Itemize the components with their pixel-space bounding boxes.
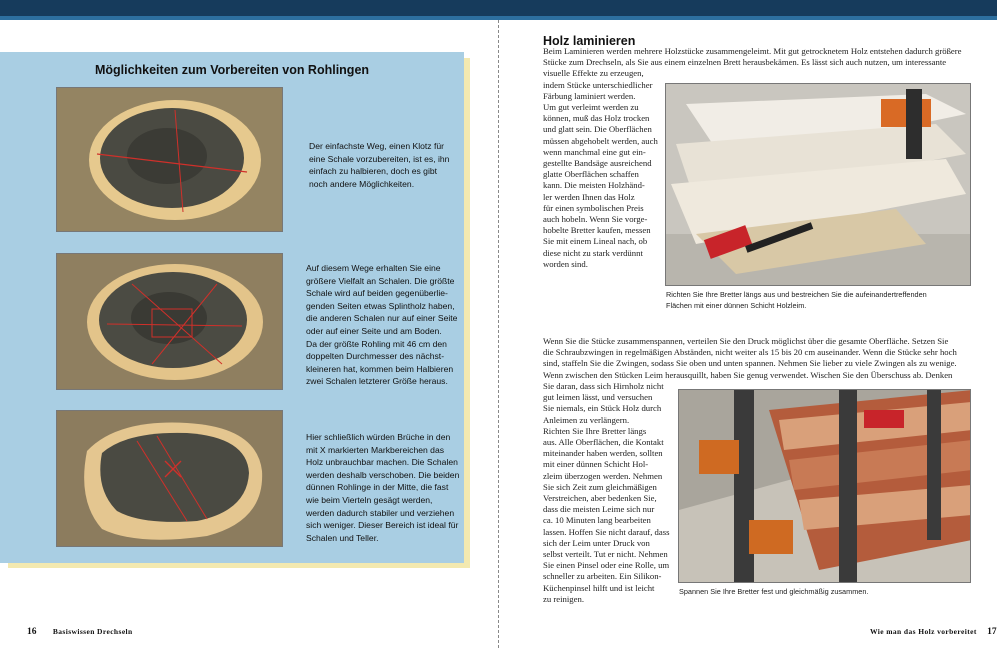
right-footer — [870, 627, 997, 637]
caption-halved: Der einfachste Weg, einen Klotz für eine Schale vorzubereiten, ist es, ihn einfach zu halbieren, doch es gibt noch andere Möglichkeiten. — [309, 141, 450, 189]
right-footer-title: Wie man das Holz vorbereitet — [870, 627, 977, 636]
page-gutter — [498, 20, 499, 648]
clamping-paragraph: Wenn Sie die Stücke zusammenspannen, verteilen Sie den Druck möglichst über die gesamte Oberfläche. Setzen Sie die Schraubzwingen in regelmäßigen Abständen, nicht weiter als 15 bis 20 cm auseinander. Wenn die Stücke sehr hoch sind, staffeln Sie die Zwingen, sodass Sie oben und unten spannen. Nehmen Sie lieber zu viele Zwingen als zu wenige. Wenn zwischen den Stücken Leim herausquillt, haben Sie genug verwendet. Wischen Sie den Überschuss ab. Denken — [543, 336, 957, 380]
top-color-bar — [0, 0, 997, 16]
panel-title: Möglichkeiten zum Vorbereiten von Rohlingen — [94, 63, 370, 77]
spreading-paragraph: Sie daran, dass sich Hirnholz nicht gut leimen lässt, und versuchen Sie niemals, ein Stück Holz durch Anleimen zu verlängern. Richten Sie Ihre Bretter längs aus. Alle Oberflächen, die Kontakt miteinander haben werden, sollten mit einer dünnen Schicht Hol- zleim überzogen werden. Nehmen Sie sich Zeit zum gleichmäßigen Verstreichen, aber bedenken Sie, dass die meisten Leime sich nur ca. 10 Minuten lang bearbeiten lassen. Hoffen Sie nicht darauf, dass sich der Leim unter Druck von selbst verteilt. Tut er nicht. Nehmen Sie einen Pinsel oder eine Rolle, um schneller zu arbeiten. Ein Silikon- Küchenpinsel hilft und ist leicht zu reinigen. — [543, 381, 670, 604]
right-page-number: 17 — [987, 627, 997, 637]
boards-glue-photo — [665, 83, 971, 286]
log-photo-shifted — [56, 410, 283, 547]
log-photo-multiple — [56, 253, 283, 390]
gluing-paragraph: Um gut verleimt werden zu können, muß das Holz trocken und glatt sein. Die Oberflächen müssen abgehobelt werden, auch wenn manchmal eine gut ein- gestellte Bandsäge ausreichend glatte Oberflächen schaffen kann. Die meisten Holzhänd- ler werden Ihnen das Holz für einen symbolischen Preis auch hobeln. Wenn Sie vorge- hobelte Bretter kaufen, messen Sie mit einem Lineal nach, ob diese nicht zu stark verdünnt worden sind. — [543, 102, 658, 269]
left-footer-title: Basiswissen Drechseln — [52, 627, 133, 636]
clamped-boards-photo — [678, 389, 971, 583]
caption-shifted: Hier schließlich würden Brüche in den mit X markierten Markbereichen das Holz unbrauchbar machen. Die Schalen werden deshalb verschoben. Die beiden dünnen Rohlinge in der Mitte, die fast wie beim Vierteln gesägt werden, werden dadurch stabiler und verziehen sich weniger. Dieser Bereich ist ideal für Schalen und Teller. — [306, 432, 460, 543]
section-heading: Holz laminieren — [543, 34, 636, 48]
intro-paragraph: Beim Laminieren werden mehrere Holzstücke zusammengeleimt. Mit gut getrocknetem Holz entstehen dadurch größere Stücke zum Drechseln, als Sie aus einem einzelnen Brett herausbekämen. Es lässt sich auch nutzen, um interessante visuelle Effekte zu erzeugen, indem Stücke unterschiedlicher Färbung laminiert werden. — [543, 46, 962, 101]
log-photo-halved — [56, 87, 283, 232]
left-footer — [27, 627, 133, 637]
clamped-boards-caption: Spannen Sie Ihre Bretter fest und gleichmäßig zusammen. — [679, 587, 869, 596]
left-page-number: 16 — [27, 627, 37, 637]
caption-multiple: Auf diesem Wege erhalten Sie eine größere Vielfalt an Schalen. Die größte Schale wird auf beiden gegenüberlie- genden Seiten etwas Splintholz haben, die anderen Schalen nur auf einer Seite oder auf einer Seite und am Boden. Da der größte Rohling mit 46 cm den doppelten Durchmesser des nächst- kleineren hat, kommen beim Halbieren zwei Schalen letzterer Größe heraus. — [306, 263, 458, 387]
boards-glue-caption: Richten Sie Ihre Bretter längs aus und bestreichen Sie die aufeinandertreffenden Flächen mit einer dünnen Schicht Holzleim. — [666, 290, 927, 310]
